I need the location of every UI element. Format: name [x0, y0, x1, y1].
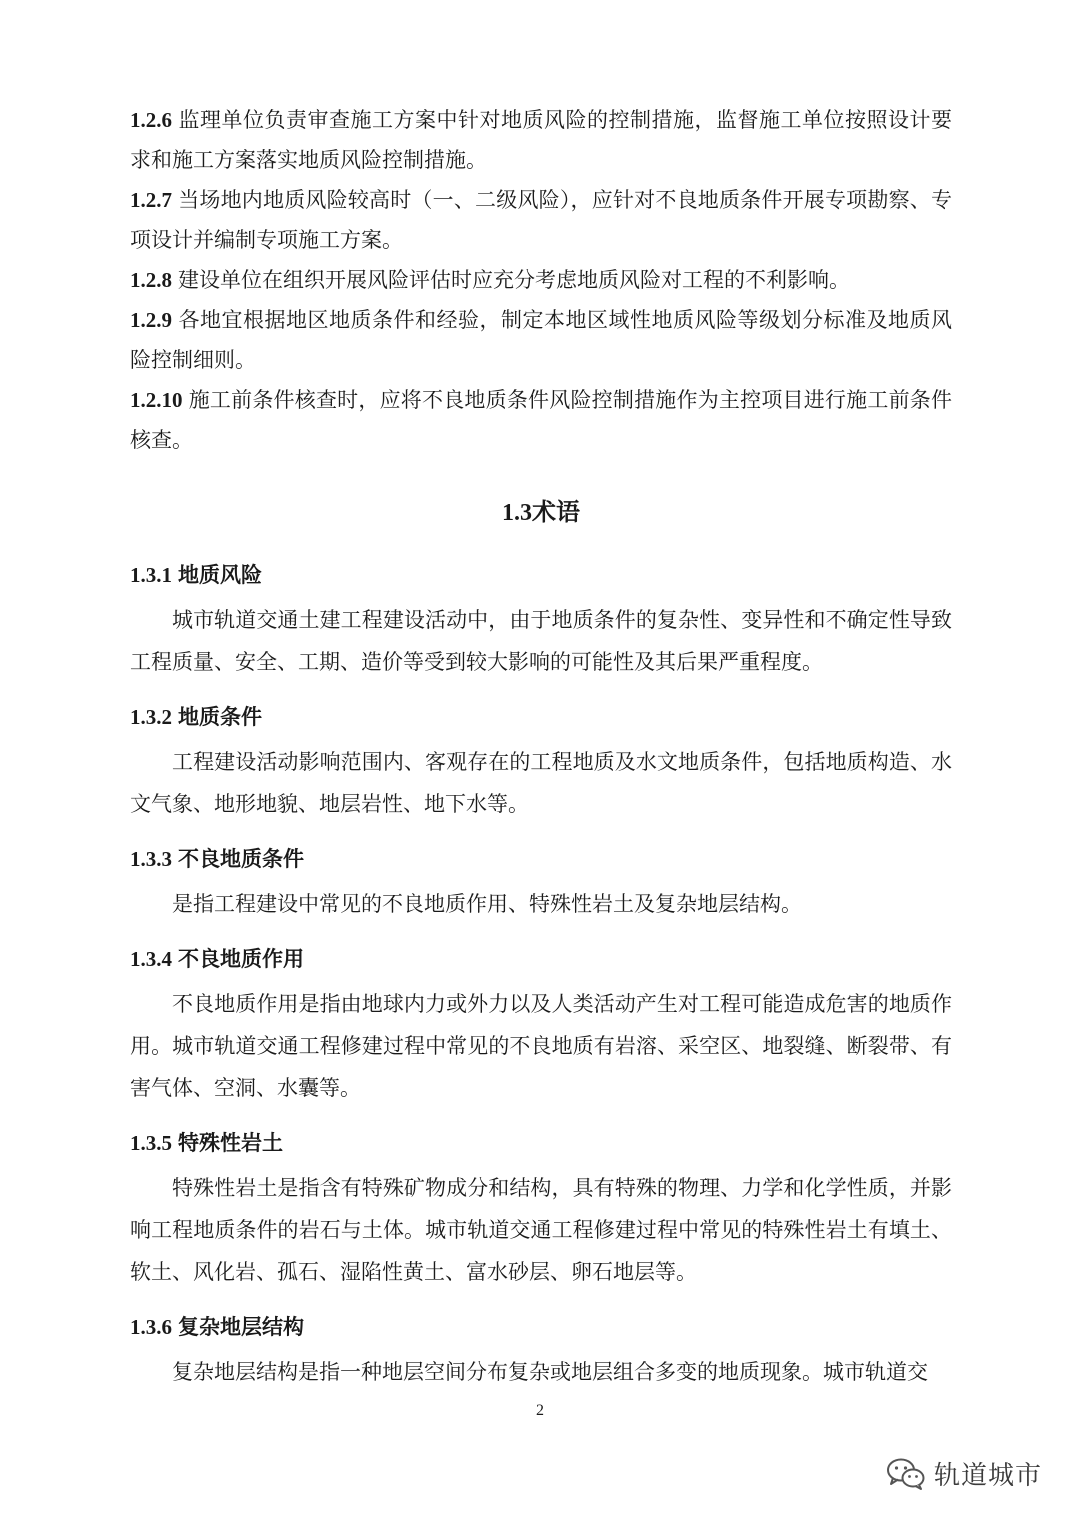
clause-number: 1.2.7 [130, 188, 172, 212]
watermark [886, 1455, 1042, 1492]
term-definition: 城市轨道交通土建工程建设活动中，由于地质条件的复杂性、变异性和不确定性导致工程质量、安全、工期、造价等受到较大影响的可能性及其后果严重程度。 [130, 608, 952, 674]
term-number: 1.3.1 [130, 563, 172, 587]
term-number: 1.3.5 [130, 1131, 172, 1155]
wechat-icon [886, 1457, 926, 1491]
clause-text: 各地宜根据地区地质条件和经验，制定本地区域性地质风险等级划分标准及地质风险控制细则。 [130, 308, 952, 372]
page-content [130, 100, 952, 1393]
term-definition: 是指工程建设中常见的不良地质作用、特殊性岩土及复杂地层结构。 [172, 892, 802, 916]
term-definition: 特殊性岩土是指含有特殊矿物成分和结构，具有特殊的物理、力学和化学性质，并影响工程地质条件的岩石与土体。城市轨道交通工程修建过程中常见的特殊性岩土有填土、软土、风化岩、孤石、湿陷性黄土、富水砂层、卵石地层等。 [130, 1176, 952, 1284]
term-number: 1.3.2 [130, 705, 172, 729]
clause-text: 建设单位在组织开展风险评估时应充分考虑地质风险对工程的不利影响。 [178, 268, 850, 292]
term-heading-1-3-6 [130, 1307, 952, 1347]
clause-number: 1.2.10 [130, 388, 183, 412]
term-definition: 不良地质作用是指由地球内力或外力以及人类活动产生对工程可能造成危害的地质作用。城市轨道交通工程修建过程中常见的不良地质有岩溶、采空区、地裂缝、断裂带、有害气体、空洞、水囊等。 [130, 992, 952, 1100]
term-number: 1.3.6 [130, 1315, 172, 1339]
term-title: 地质条件 [178, 704, 262, 729]
clause-number: 1.2.6 [130, 108, 172, 132]
term-title: 地质风险 [178, 562, 262, 587]
term-number: 1.3.4 [130, 947, 172, 971]
watermark-text: 轨道城市 [933, 1461, 1042, 1491]
clause-1-2-6 [130, 100, 952, 180]
clause-text: 施工前条件核查时，应将不良地质条件风险控制措施作为主控项目进行施工前条件核查。 [130, 388, 952, 452]
section-number: 1.3 [502, 500, 532, 526]
section-label: 术语 [532, 497, 580, 526]
term-heading-1-3-2 [130, 697, 952, 737]
clause-1-2-7 [130, 180, 952, 260]
clause-1-2-10 [130, 380, 952, 460]
term-title: 特殊性岩土 [178, 1130, 283, 1155]
clause-1-2-9 [130, 300, 952, 380]
clause-1-2-8 [130, 260, 952, 300]
page-number: 2 [536, 1402, 544, 1419]
term-heading-1-3-1 [130, 555, 952, 595]
section-title [130, 490, 952, 535]
term-title: 复杂地层结构 [178, 1314, 304, 1339]
term-definition: 复杂地层结构是指一种地层空间分布复杂或地层组合多变的地质现象。城市轨道交 [172, 1360, 928, 1384]
clause-number: 1.2.8 [130, 268, 172, 292]
term-number: 1.3.3 [130, 847, 172, 871]
clause-text: 当场地内地质风险较高时（一、二级风险），应针对不良地质条件开展专项勘察、专项设计并编制专项施工方案。 [130, 188, 952, 252]
term-title: 不良地质条件 [178, 846, 304, 871]
term-heading-1-3-3 [130, 839, 952, 879]
clause-text: 监理单位负责审查施工方案中针对地质风险的控制措施，监督施工单位按照设计要求和施工方案落实地质风险控制措施。 [130, 108, 952, 172]
term-title: 不良地质作用 [178, 946, 304, 971]
term-definition: 工程建设活动影响范围内、客观存在的工程地质及水文地质条件，包括地质构造、水文气象、地形地貌、地层岩性、地下水等。 [130, 750, 952, 816]
term-heading-1-3-4 [130, 939, 952, 979]
clause-number: 1.2.9 [130, 308, 172, 332]
term-heading-1-3-5 [130, 1123, 952, 1163]
